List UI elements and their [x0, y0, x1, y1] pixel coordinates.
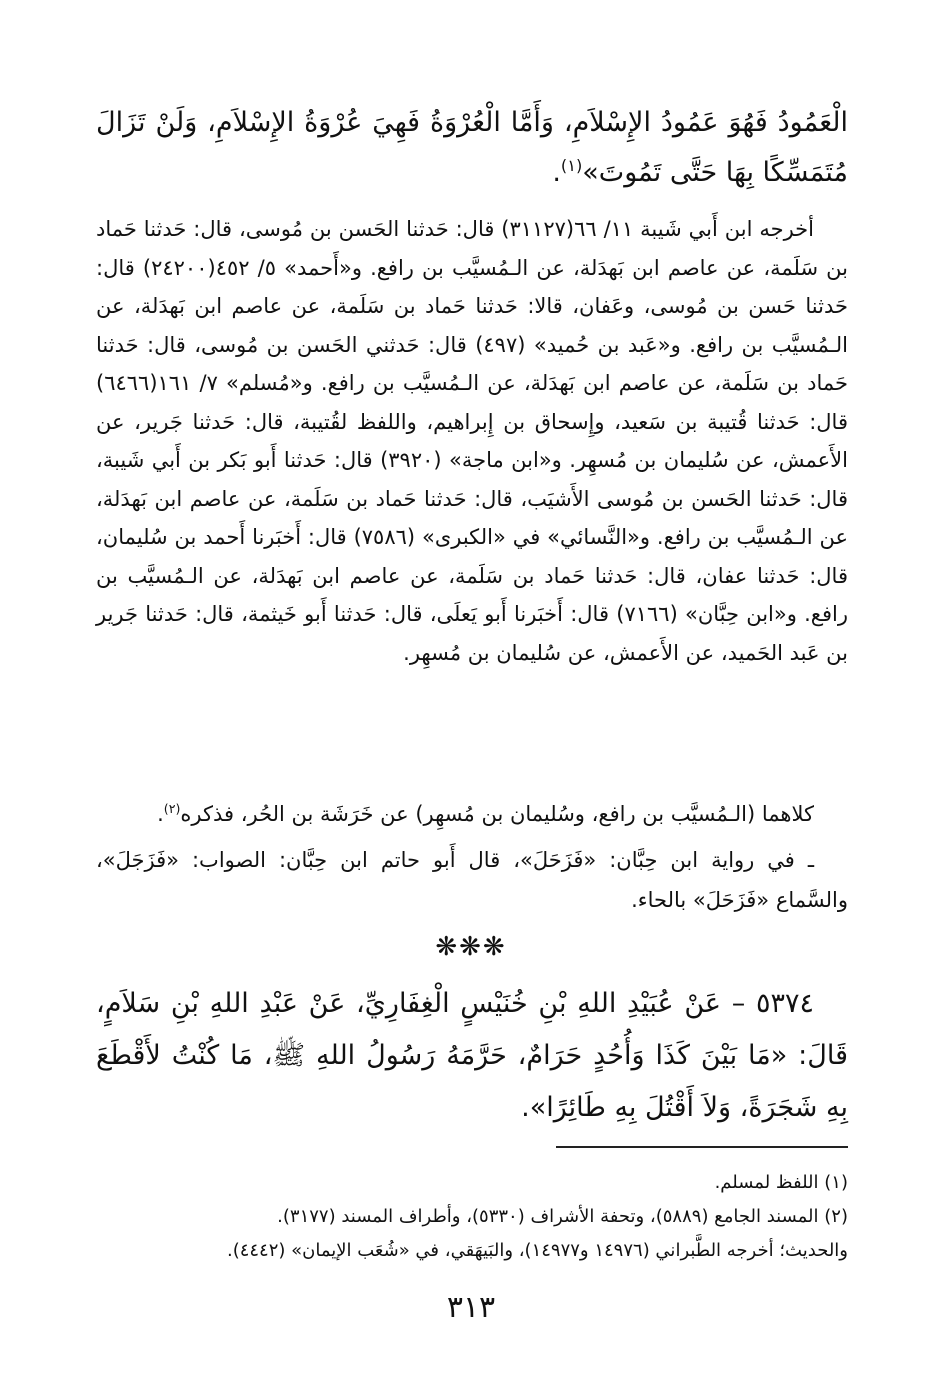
footnote-marker-2[interactable]: (٢)	[163, 801, 181, 816]
hadith-number: ٥٣٧٤	[755, 988, 814, 1019]
page-number: ٣١٣	[446, 1290, 496, 1325]
takhrij-paragraph	[96, 210, 848, 672]
riwaya-note-text: ـ في رواية ابن حِبَّان: «فَزَحَلَ»، قال أَبو حاتم ابن حِبَّان: الصواب: «فَزَجَلَ»، والسَّماع «فَزَحَلَ» بالحاء.	[96, 848, 848, 912]
footnote-1: (١) اللفظ لمسلم.	[714, 1172, 848, 1193]
kilahuma-end: .	[157, 802, 164, 826]
footnote-2: (٢) المسند الجامع (٥٨٨٩)، وتحفة الأشراف (٥٣٣٠)، وأطراف المسند (٣١٧٧).	[277, 1206, 848, 1227]
footnote-2-continuation: والحديث؛ أخرجه الطَّبراني (١٤٩٧٦ و١٤٩٧٧)، والبَيهَقي، في «شُعَب الإيمان» (٤٤٤٢).	[226, 1240, 848, 1261]
riwaya-note	[96, 840, 848, 920]
intro-text: الْعَمُودُ فَهُوَ عَمُودُ الإِسْلاَمِ، وَأَمَّا الْعُرْوَةُ فَهِيَ عُرْوَةُ الإِسْلاَمِ، وَلَنْ تَزَالَ مُتَمَسِّكًا بِهَا حَتَّى تَمُوتَ»	[96, 107, 848, 188]
takhrij-text: أخرجه ابن أَبي شَيبة ١١/ ٦٦(٣١١٢٧) قال: حَدثنا الحَسن بن مُوسى، قال: حَدثنا حَماد بن سَلَمة، عن عاصم ابن بَهدَلة، عن الـمُسيَّب بن رافع. و«أَحمد» ٥/ ٤٥٢(٢٤٢٠٠) قال: حَدثنا حَسن بن مُوسى، وعَفان، قالا: حَدثنا حَماد بن سَلَمة، عن عاصم ابن بَهدَلة، عن الـمُسيَّب بن رافع. و«عَبد بن حُميد» (٤٩٧) قال: حَدثني الحَسن بن مُوسى، قال: حَدثنا حَماد بن سَلَمة، عن عاصم ابن بَهدَلة، عن الـمُسيَّب بن رافع. و«مُسلم» ٧/ ١٦١(٦٤٦٦) قال: حَدثنا قُتيبة بن سَعيد، وإِسحاق بن إِبراهيم، واللفظ لقُتيبة، قال: حَدثنا جَرير، عن الأَعمش، عن سُليمان بن مُسهِر. و«ابن ماجة» (٣٩٢٠) قال: حَدثنا أَبو بَكر بن أَبي شَيبة، قال: حَدثنا الحَسن بن مُوسى الأَشيَب، قال: حَدثنا حَماد بن سَلَمة، عن عاصم ابن بَهدَلة، عن الـمُسيَّب بن رافع. و«النَّسائي» في «الكبرى» (٧٥٨٦) قال: أَخبَرنا أَحمد بن سُليمان، قال: حَدثنا عفان، قال: حَدثنا حَماد بن سَلَمة، عن عاصم ابن بَهدَلة، عن الـمُسيَّب بن رافع. و«ابن حِبَّان» (٧١٦٦) قال: أَخبَرنا أَبو يَعلَى، قال: حَدثنا أَبو خَيثمة، قال: حَدثنا جَرير بن عَبد الحَميد، عن الأَعمش، عن سُليمان بن مُسهِر.	[96, 217, 849, 665]
hadith-text: عَنْ عُبَيْدِ اللهِ بْنِ خُنَيْسٍ الْغِفَارِيِّ، عَنْ عَبْدِ اللهِ بْنِ سَلاَمٍ، قَالَ: «مَا بَيْنَ كَذَا وَأُحُدٍ حَرَامٌ، حَرَّمَهُ رَسُولُ اللهِ ﷺ، مَا كُنْتُ لأَقْطَعَ بِهِ شَجَرَةً، وَلاَ أَقْتُلَ بِهِ طَائِرًا».	[96, 988, 848, 1123]
intro-paragraph	[96, 98, 848, 198]
footnote-divider	[556, 1146, 848, 1148]
kilahuma-text: كلاهما (الـمُسيَّب بن رافع، وسُليمان بن مُسهِر) عن خَرَشَة بن الحُر، فذكره	[180, 802, 814, 826]
intro-end: .	[552, 157, 561, 188]
footnote-marker-1[interactable]: (١)	[560, 156, 583, 175]
hadith-paragraph	[96, 978, 848, 1134]
section-separator: ❋❋❋	[435, 932, 507, 962]
hadith-dash: –	[731, 988, 746, 1019]
footnotes	[96, 1166, 848, 1268]
kilahuma-paragraph	[96, 795, 848, 834]
